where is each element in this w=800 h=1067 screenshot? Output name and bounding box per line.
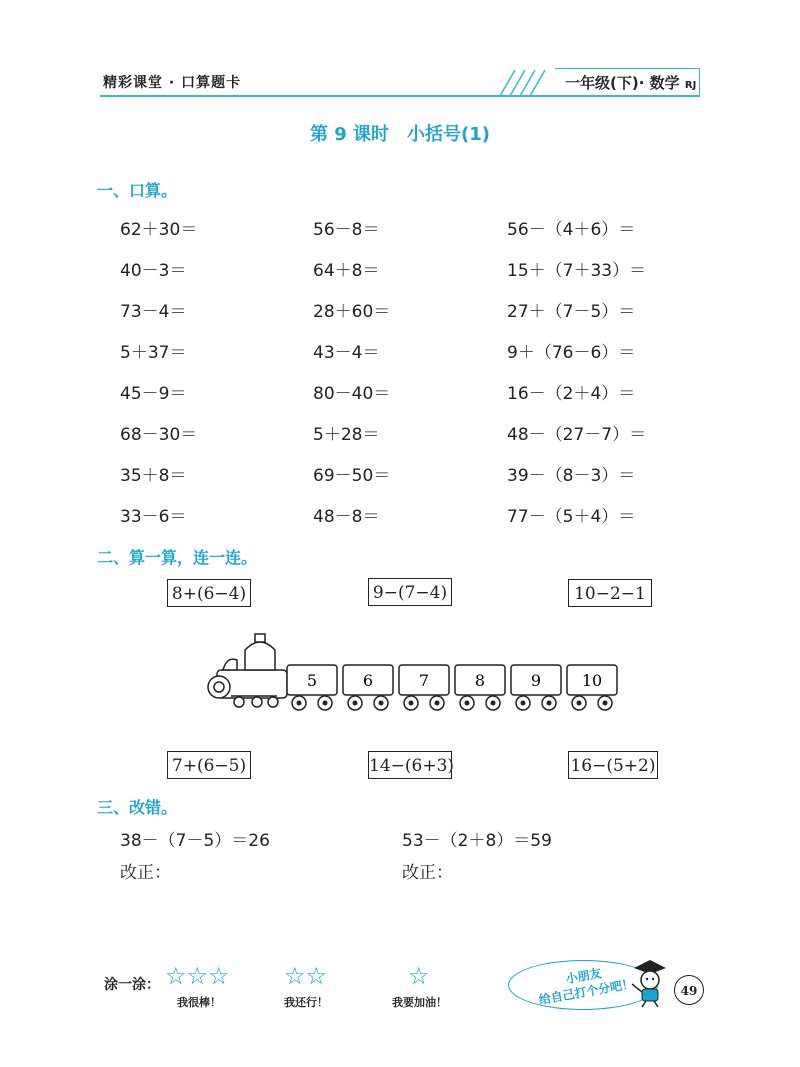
header-edition: RJ [684,80,697,91]
rating-label-2: 我还行！ [284,996,328,1009]
oral-question: 5＋37＝ [120,343,187,363]
section-oral-title: 一、口算。 [97,181,178,200]
oral-question: 28＋60＝ [313,302,391,322]
train-car [567,665,617,710]
header-left: 精彩课堂 · 口算题卡 [103,75,242,91]
train-wheel-hub [353,701,358,706]
rating-stars-2[interactable]: ☆☆ [284,962,328,990]
oral-question: 15＋（7＋33）＝ [507,261,647,281]
train-wheel-hub [603,701,608,706]
train-car-number: 5 [306,671,318,690]
top-expr-3[interactable]: 10−2−1 [568,579,652,607]
oral-question: 33－6＝ [120,507,187,527]
correction-fix-label-2: 改正： [402,863,453,883]
oral-question: 48－（27－7）＝ [507,425,647,445]
train-wheel-hub [435,701,440,706]
oral-question: 73－4＝ [120,302,187,322]
header-rule [100,95,700,97]
train-wheel-hub [409,701,414,706]
correction-fix-label-1: 改正： [120,863,171,883]
train-wheel-hub [297,701,302,706]
train-car-number: 9 [530,671,542,690]
bottom-expr-1[interactable]: 7+(6−5) [167,751,251,779]
train-car-number: 8 [474,671,486,690]
bottom-expr-3[interactable]: 16−(5+2) [568,751,658,779]
oral-question: 56－（4＋6）＝ [507,220,636,240]
oral-question: 64＋8＝ [313,261,380,281]
train-car [399,665,449,710]
train-car-number: 10 [581,671,603,690]
train-car [511,665,561,710]
train-wheel-hub [521,701,526,706]
student-mascot-icon [626,958,672,1008]
train-wheel-hub [323,701,328,706]
header-right [565,72,696,93]
oral-question: 68－30＝ [120,425,198,445]
train-wheel-hub [379,701,384,706]
oral-question: 9＋（76－6）＝ [507,343,636,363]
top-expr-1[interactable]: 8+(6−4) [167,579,251,607]
oral-question: 48－8＝ [313,507,380,527]
train-wheel-hub [577,701,582,706]
oral-question: 39－（8－3）＝ [507,466,636,486]
header-stripes [495,68,555,98]
train-car-number: 7 [418,671,430,690]
oral-question: 62＋30＝ [120,220,198,240]
train-car-number: 6 [362,671,374,690]
train-car [343,665,393,710]
oral-question: 77－（5＋4）＝ [507,507,636,527]
rating-prompt: 涂一涂： [104,977,160,993]
oral-question: 27＋（7－5）＝ [507,302,636,322]
oral-question: 16－（2＋4）＝ [507,384,636,404]
oral-question: 80－40＝ [313,384,391,404]
header-grade: 一年级(下)· 数学 [565,74,680,92]
oral-question: 69－50＝ [313,466,391,486]
top-expr-2[interactable]: 9−(7−4) [368,578,452,606]
bottom-expr-2[interactable]: 14−(6+3) [368,751,452,779]
locomotive [208,634,287,707]
oral-question: 56－8＝ [313,220,380,240]
oral-question: 40－3＝ [120,261,187,281]
oral-question: 43－4＝ [313,343,380,363]
rating-label-3: 我很棒！ [177,996,221,1009]
train-wheel-hub [547,701,552,706]
oral-question: 5＋28＝ [313,425,380,445]
train-cars [287,665,617,710]
section-correct-title: 三、改错。 [97,798,178,817]
train-car [455,665,505,710]
train-illustration [205,630,625,715]
oral-question: 35＋8＝ [120,466,187,486]
train-car [287,665,337,710]
rating-stars-1[interactable]: ☆ [408,962,430,990]
train-wheel-hub [491,701,496,706]
speech-bubble-text: 小朋友 给自己打个分吧！ [537,966,635,1008]
section-match-title: 二、算一算，连一连。 [97,548,258,567]
page-title: 第 9 课时 小括号(1) [309,124,491,145]
page-number: 49 [674,975,704,1005]
correction-expr-1: 38－（7－5）＝26 [120,831,270,851]
correction-expr-2: 53－（2＋8）＝59 [402,831,552,851]
rating-stars-3[interactable]: ☆☆☆ [165,962,230,990]
train-wheel-hub [465,701,470,706]
rating-label-1: 我要加油！ [392,996,447,1009]
oral-question: 45－9＝ [120,384,187,404]
